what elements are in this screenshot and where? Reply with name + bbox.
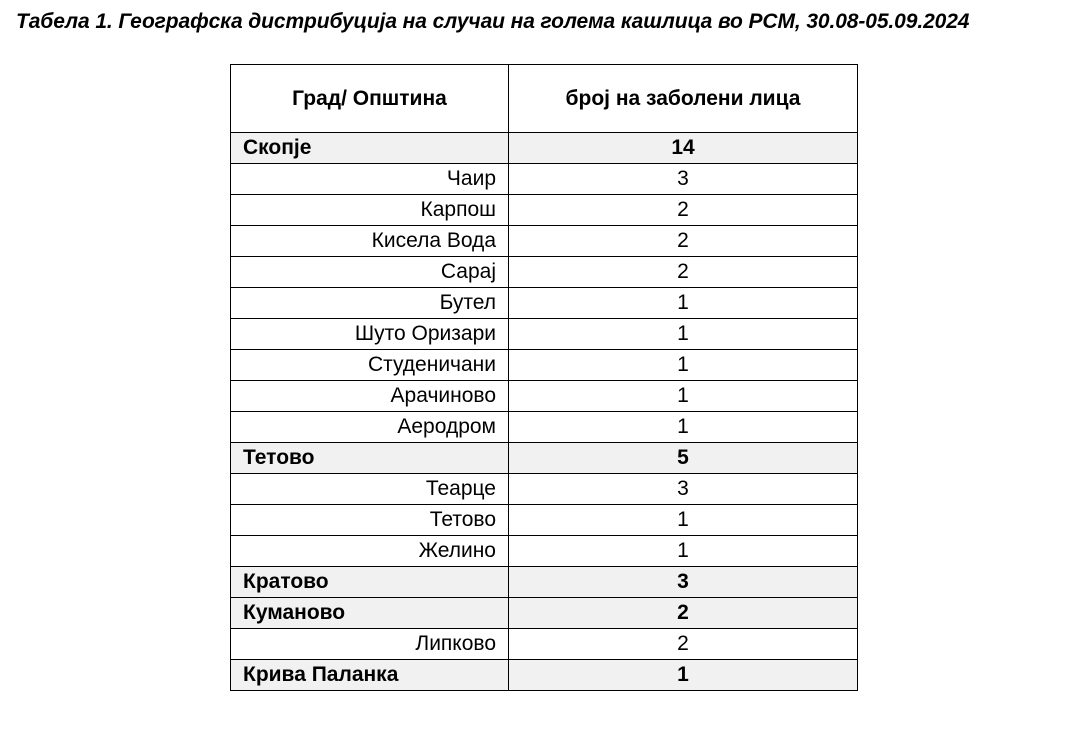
city-row [231,660,858,691]
case-count: 1 [509,660,858,691]
case-count: 3 [509,164,858,195]
case-count: 1 [509,350,858,381]
municipality-row [231,412,858,443]
municipality-row [231,319,858,350]
case-count: 1 [509,319,858,350]
municipality-name: Теарце [231,474,509,505]
case-count: 2 [509,226,858,257]
case-count: 1 [509,536,858,567]
city-name: Куманово [231,598,509,629]
case-count: 5 [509,443,858,474]
city-row [231,598,858,629]
municipality-name: Бутел [231,288,509,319]
case-count: 2 [509,598,858,629]
city-row [231,133,858,164]
case-count: 2 [509,195,858,226]
municipality-name: Арачиново [231,381,509,412]
table-caption: Табела 1. Географска дистрибуција на случаи на голема кашлица во РСМ, 30.08-05.09.2024 [16,10,970,33]
case-count: 3 [509,474,858,505]
municipality-row [231,381,858,412]
municipality-name: Липково [231,629,509,660]
municipality-row [231,474,858,505]
city-name: Скопје [231,133,509,164]
municipality-name: Карпош [231,195,509,226]
municipality-name: Кисела Вода [231,226,509,257]
municipality-row [231,164,858,195]
table-body [231,133,858,691]
municipality-row [231,288,858,319]
city-name: Тетово [231,443,509,474]
municipality-row [231,257,858,288]
case-count: 14 [509,133,858,164]
case-count: 1 [509,412,858,443]
cases-by-location-table [230,64,858,691]
case-count: 2 [509,257,858,288]
municipality-row [231,505,858,536]
city-row [231,443,858,474]
case-count: 1 [509,288,858,319]
case-count: 1 [509,381,858,412]
city-name: Кратово [231,567,509,598]
municipality-name: Сарај [231,257,509,288]
header-case-count: број на заболени лица [509,65,858,133]
municipality-name: Шуто Оризари [231,319,509,350]
table-header-row [231,65,858,133]
municipality-name: Аеродром [231,412,509,443]
municipality-row [231,629,858,660]
municipality-name: Тетово [231,505,509,536]
municipality-row [231,195,858,226]
municipality-row [231,350,858,381]
municipality-name: Желино [231,536,509,567]
municipality-name: Чаир [231,164,509,195]
city-name: Крива Паланка [231,660,509,691]
municipality-name: Студеничани [231,350,509,381]
city-row [231,567,858,598]
case-count: 1 [509,505,858,536]
header-location: Град/ Општина [231,65,509,133]
case-count: 2 [509,629,858,660]
municipality-row [231,536,858,567]
case-count: 3 [509,567,858,598]
municipality-row [231,226,858,257]
